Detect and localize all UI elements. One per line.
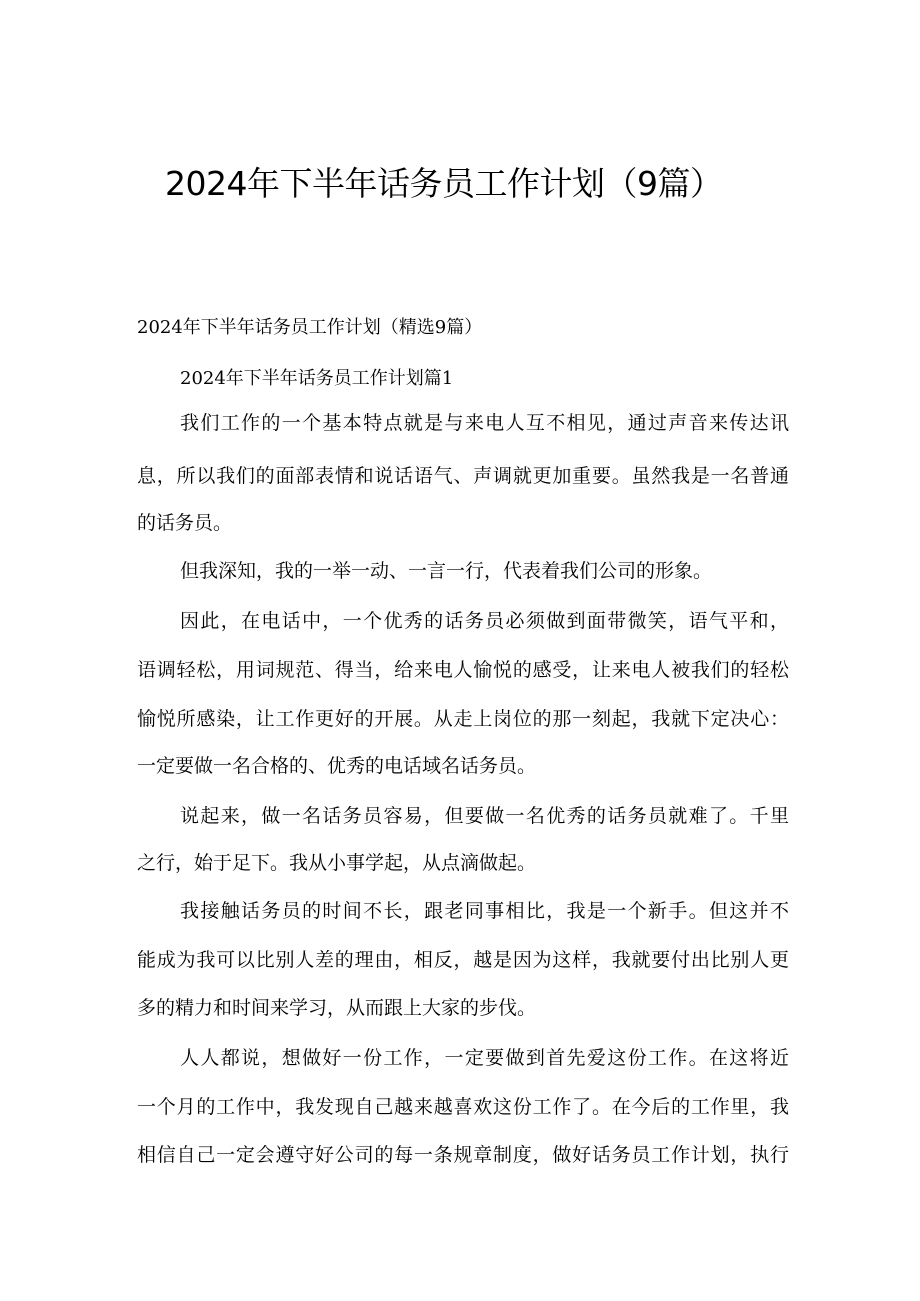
document-subtitle: 2024年下半年话务员工作计划（精选9篇） [137,317,483,338]
paragraph-line: 因此，在电话中，一个优秀的话务员必须做到面带微笑，语气平和， [180,610,789,632]
paragraph-line: 息，所以我们的面部表情和说话语气、声调就更加重要。虽然我是一名普通 [137,465,789,487]
paragraph-line: 多的精力和时间来学习，从而跟上大家的步伐。 [137,997,537,1019]
paragraph-line: 一定要做一名合格的、优秀的电话域名话务员。 [137,755,537,777]
paragraph-line: 相信自己一定会遵守好公司的每一条规章制度，做好话务员工作计划，执行 [137,1144,789,1166]
paragraph-line: 说起来，做一名话务员容易，但要做一名优秀的话务员就难了。千里 [180,805,789,827]
paragraph-line: 之行，始于足下。我从小事学起，从点滴做起。 [137,852,537,874]
paragraph-line: 愉悦所感染，让工作更好的开展。从走上岗位的那一刻起，我就下定决心： [137,708,789,730]
paragraph-line: 我们工作的一个基本特点就是与来电人互不相见，通过声音来传达讯 [180,412,789,434]
section-heading: 2024年下半年话务员工作计划篇1 [180,368,454,389]
paragraph-line: 能成为我可以比别人差的理由，相反，越是因为这样，我就要付出比别人更 [137,949,789,971]
paragraph-line: 一个月的工作中，我发现自己越来越喜欢这份工作了。在今后的工作里，我 [137,1096,789,1118]
paragraph-line: 但我深知，我的一举一动、一言一行，代表着我们公司的形象。 [180,560,713,582]
paragraph-line: 人人都说，想做好一份工作，一定要做到首先爱这份工作。在这将近 [180,1047,789,1069]
paragraph-line: 语调轻松，用词规范、得当，给来电人愉悦的感受，让来电人被我们的轻松 [137,659,789,681]
document-title: 2024年下半年话务员工作计划（9篇） [165,164,723,203]
paragraph-line: 我接触话务员的时间不长，跟老同事相比，我是一个新手。但这并不 [180,900,789,922]
paragraph-line: 的话务员。 [137,512,233,534]
